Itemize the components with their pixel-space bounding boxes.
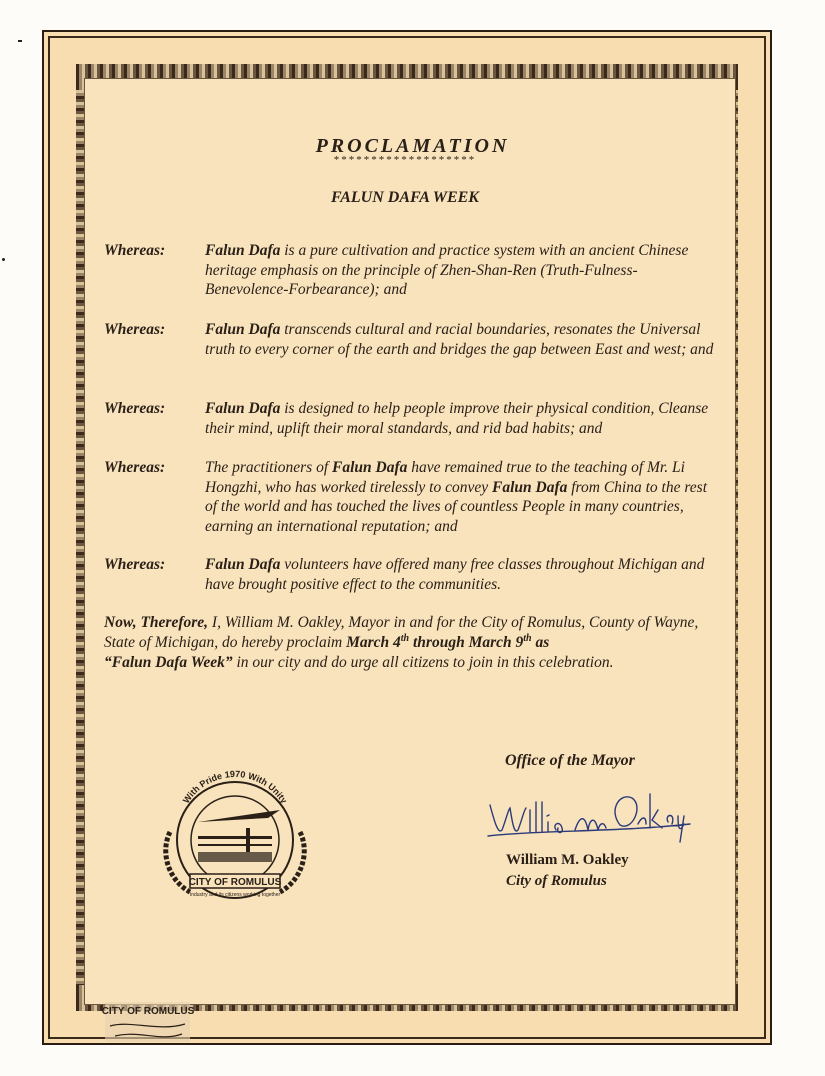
- falun-dafa-emphasis: Falun Dafa: [205, 400, 281, 417]
- whereas-text: [205, 458, 714, 536]
- through-word: through: [409, 634, 469, 651]
- proclamation-title: PROCLAMATION: [315, 135, 510, 157]
- clause-text: is designed to help people improve their physical condition, Cleanse their mind, uplift their moral standards, and rid bad habits; and: [205, 400, 709, 437]
- conclusion-ending: in our city and do urge all citizens to join in this celebration.: [232, 654, 614, 671]
- whereas-clause: [104, 399, 714, 438]
- falun-dafa-emphasis: Falun Dafa: [205, 242, 281, 259]
- whereas-text: [205, 320, 714, 359]
- clause-text: from China to the rest of the world and has touched the lives of countless People in many countries, earning an international reputation; and: [205, 478, 708, 535]
- svg-text:Industry and its citizens work: Industry and its citizens working together: [189, 892, 281, 898]
- whereas-clause: [104, 555, 714, 594]
- whereas-label: Whereas:: [104, 459, 166, 476]
- clause-text: The practitioners of: [205, 459, 333, 476]
- falun-dafa-emphasis: Falun Dafa: [492, 478, 568, 496]
- clause-text: is a pure cultivation and practice system with an ancient Chinese heritage emphasis on the principle of Zhen-Shan-Ren (Truth-Fulness-Benevolence-Forbearance); and: [205, 242, 689, 298]
- whereas-clause: [104, 241, 714, 300]
- city-seal: [150, 762, 320, 917]
- whereas-text: [205, 555, 714, 594]
- date-end: March 9th: [468, 632, 532, 651]
- date-start: March 4th: [346, 632, 410, 651]
- svg-text:With Pride 1970 With Unity: With Pride 1970 With Unity: [180, 768, 290, 806]
- proclamation-subtitle: FALUN DAFA WEEK: [331, 189, 479, 206]
- mayor-signature: [480, 780, 700, 850]
- as-word: as: [531, 634, 550, 651]
- whereas-clause: [104, 458, 714, 536]
- clause-text: volunteers have offered many free classes throughout Michigan and have brought positive effect to the communities.: [205, 556, 705, 593]
- corner-embossed-seal: [100, 998, 195, 1046]
- signer-city: City of Romulus: [506, 873, 607, 889]
- falun-dafa-emphasis: Falun Dafa: [332, 459, 408, 476]
- falun-dafa-emphasis: Falun Dafa: [205, 321, 281, 338]
- office-of-mayor: Office of the Mayor: [505, 752, 635, 769]
- whereas-label: Whereas:: [104, 242, 166, 259]
- clause-text: have remained true to the teaching of Mr. Li Hongzhi, who has worked tirelessly to convey: [205, 459, 685, 496]
- conclusion-lead: Now, Therefore,: [104, 614, 209, 631]
- title-stars: *******************: [333, 154, 477, 166]
- whereas-label: Whereas:: [104, 321, 166, 338]
- svg-text:CITY OF ROMULUS: CITY OF ROMULUS: [101, 1006, 195, 1017]
- svg-text:CITY OF ROMULUS: CITY OF ROMULUS: [188, 877, 282, 888]
- signer-block: [506, 850, 629, 892]
- event-name: “Falun Dafa Week”: [104, 654, 233, 671]
- whereas-clause: [104, 320, 714, 359]
- whereas-label: Whereas:: [104, 556, 166, 573]
- whereas-label: Whereas:: [104, 400, 166, 417]
- clause-text: transcends cultural and racial boundaries, resonates the Universal truth to every corner of the earth and bridges the gap between East and west; and: [205, 321, 714, 358]
- signer-name: William M. Oakley: [506, 852, 629, 868]
- whereas-text: [205, 241, 714, 300]
- falun-dafa-emphasis: Falun Dafa: [205, 556, 281, 573]
- conclusion-body: I, William M. Oakley, Mayor in and for the City of Romulus, County of Wayne, State of Michigan, do hereby proclaim: [104, 614, 699, 651]
- conclusion-paragraph: [104, 613, 704, 673]
- whereas-text: [205, 399, 714, 438]
